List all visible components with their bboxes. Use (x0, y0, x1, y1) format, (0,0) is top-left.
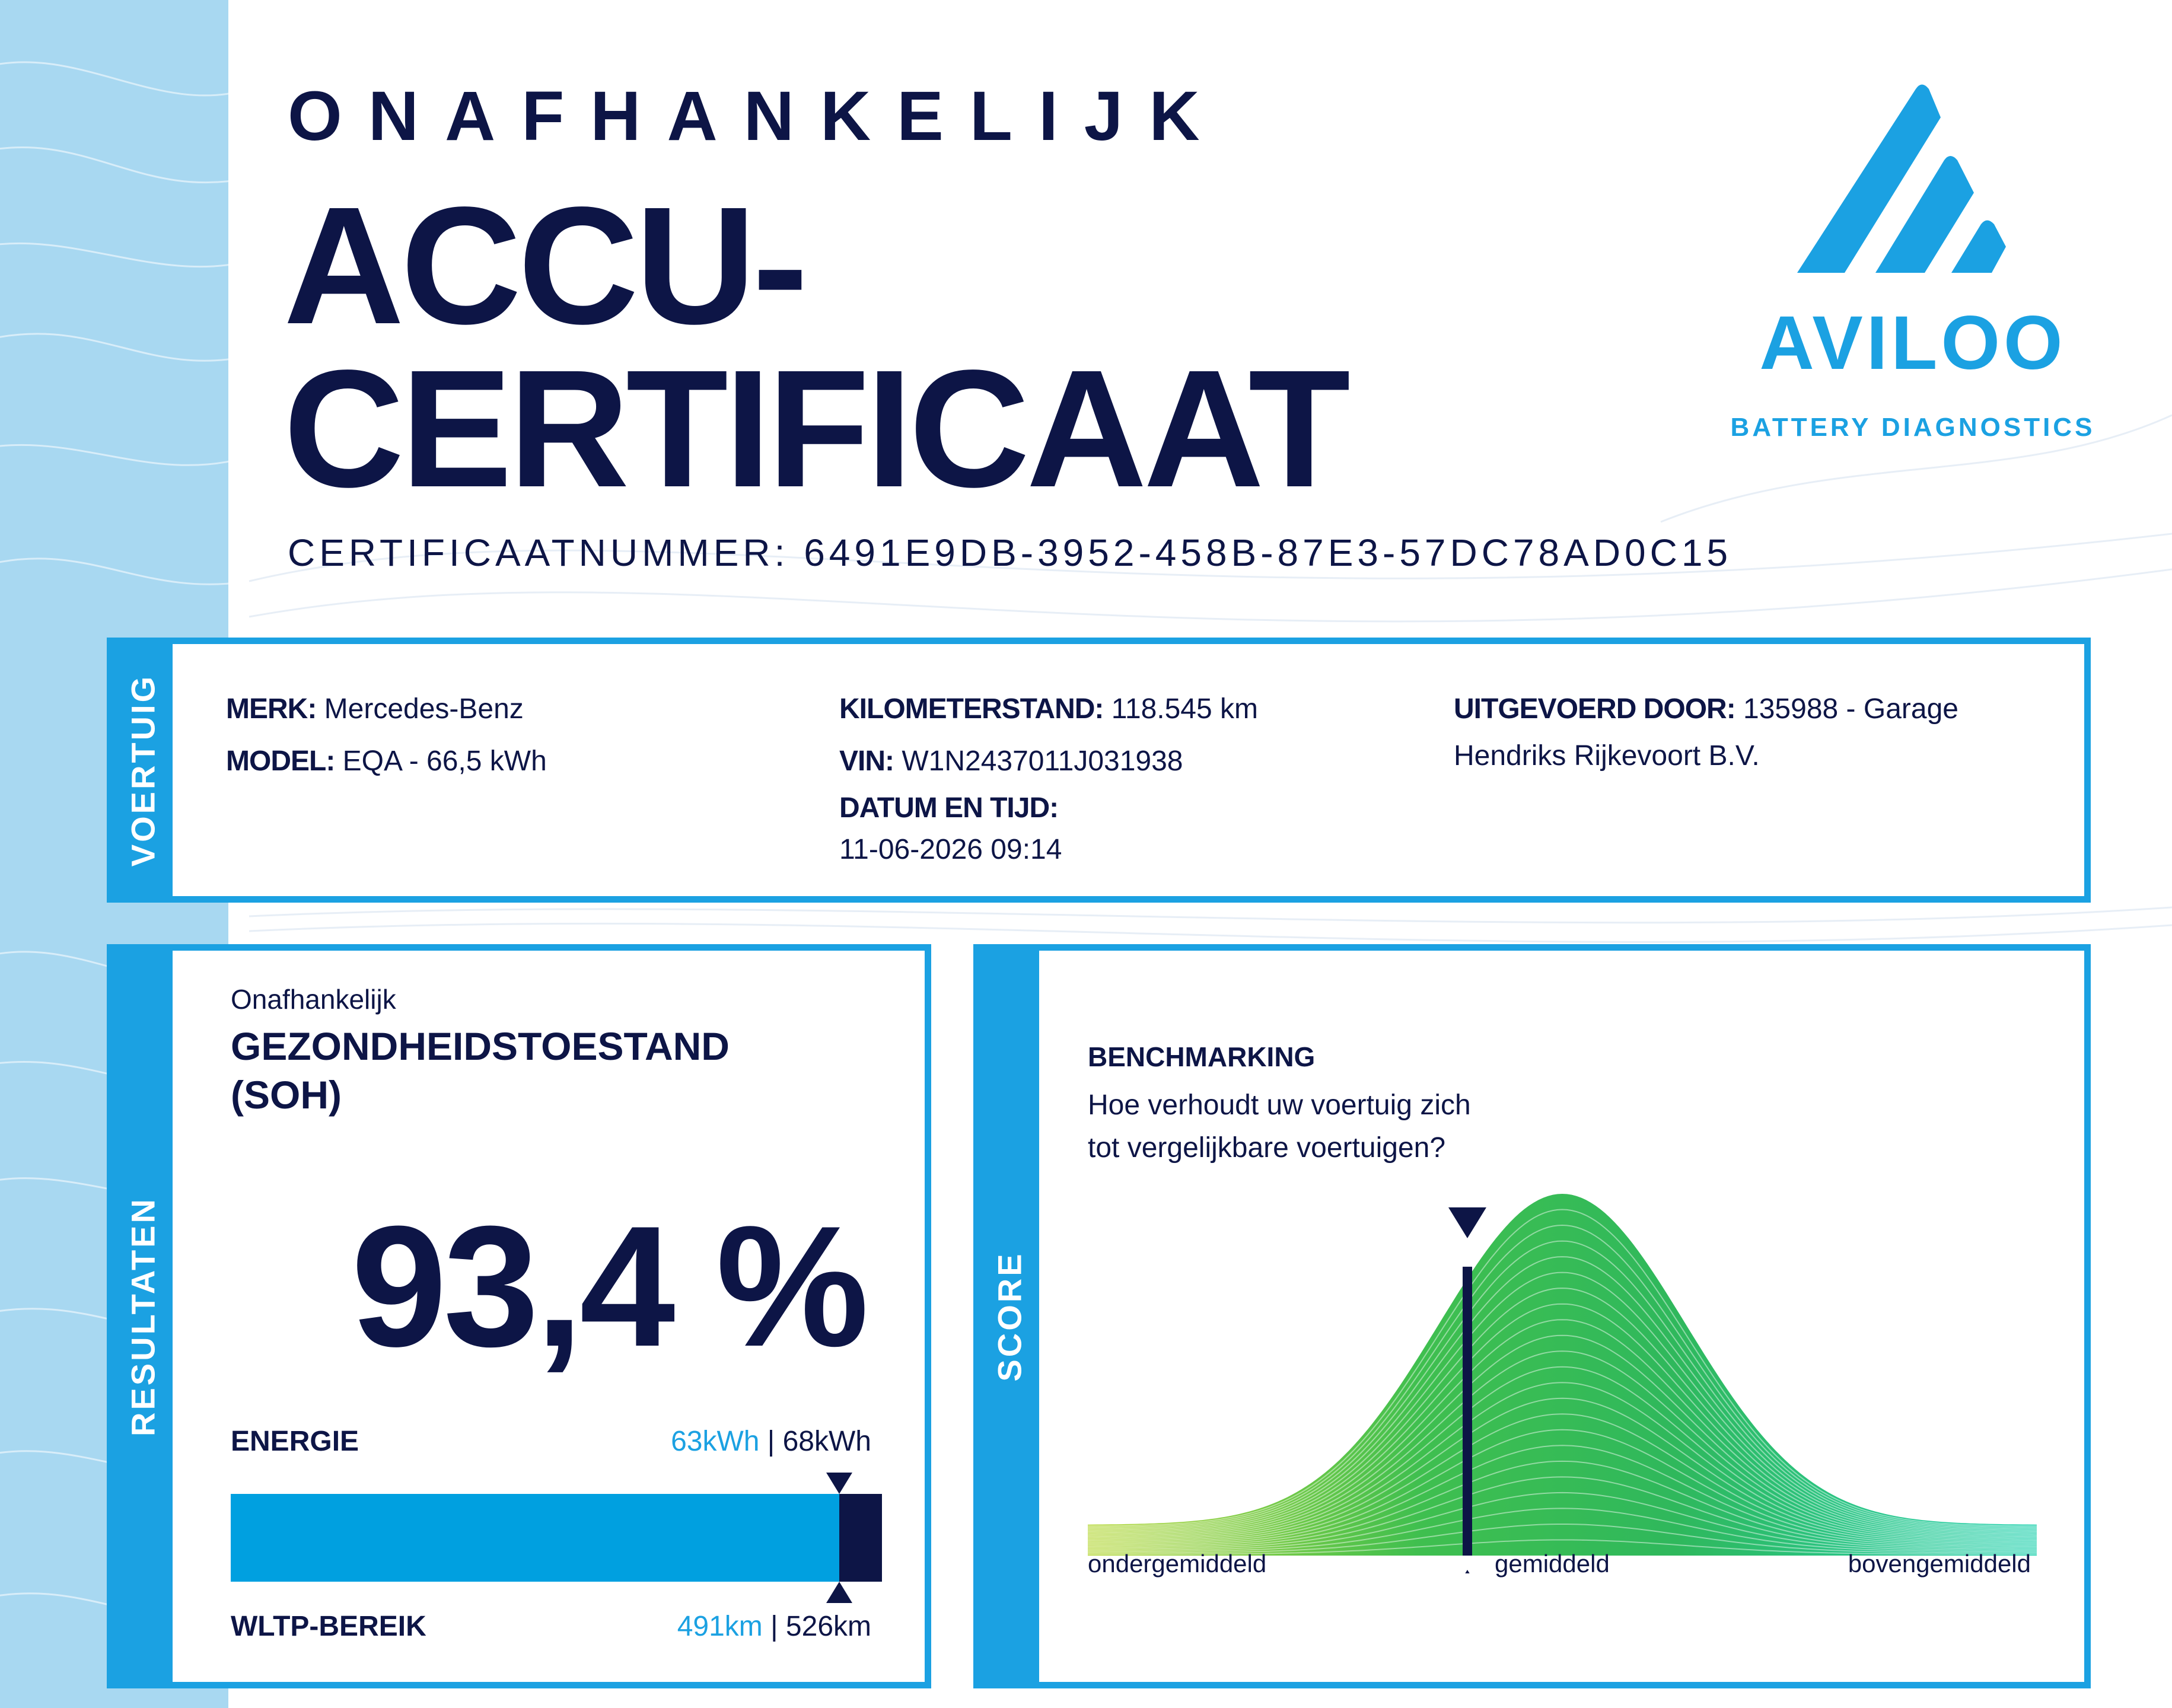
results-subtitle: Onafhankelijk (231, 984, 396, 1015)
range-label: WLTP-BEREIK (231, 1611, 426, 1642)
eyebrow-title: ONAFHANKELIJK (288, 77, 1226, 155)
title-line-2: CERTIFICAAT (284, 335, 1347, 522)
logo-wordmark: AVILOO (1759, 301, 2066, 385)
results-panel (107, 944, 931, 1688)
title-line-1: ACCU- (284, 172, 805, 359)
performed-label: UITGEVOERD DOOR: (1454, 693, 1735, 725)
range-values (677, 1610, 871, 1643)
benchmark-heading: BENCHMARKING (1088, 1041, 1316, 1072)
model-label: MODEL: (226, 745, 335, 777)
energy-separator: | (759, 1426, 783, 1457)
vin-label: VIN: (839, 745, 894, 777)
datetime-label-row (839, 788, 1258, 829)
energy-nominal: 68kWh (782, 1426, 871, 1457)
odometer-value: 118.545 km (1111, 693, 1259, 725)
score-panel (973, 944, 2091, 1688)
logo-tagline: BATTERY DIAGNOSTICS (1730, 413, 2095, 442)
page-title (284, 172, 1347, 522)
certificate-number-line (288, 531, 1732, 575)
soh-bar (231, 1494, 882, 1582)
vin-value: W1N2437011J031938 (902, 745, 1183, 777)
axis-label-below-average: ondergemiddeld (1088, 1550, 1267, 1578)
soh-heading-line-2: (SOH) (231, 1073, 342, 1117)
make-row (226, 683, 547, 735)
vehicle-column-1 (226, 683, 547, 788)
vehicle-column-2 (839, 683, 1258, 871)
results-tab-label: RESULTATEN (124, 1196, 162, 1436)
make-label: MERK: (226, 693, 317, 725)
datetime-label: DATUM EN TIJD: (839, 792, 1059, 824)
vehicle-panel (107, 638, 2091, 903)
energy-values (671, 1425, 871, 1458)
datetime-value: 11-06-2026 09:14 (839, 834, 1062, 865)
range-separator: | (762, 1611, 786, 1642)
performed-row (1454, 683, 1958, 735)
soh-value: 93,4 % (351, 1190, 865, 1382)
axis-label-above-average: bovengemiddeld (1848, 1550, 2031, 1578)
benchmark-curve (1088, 1111, 2037, 1573)
vehicle-tab-label: VOERTUIG (124, 674, 162, 866)
performed-value-line-2: Hendriks Rijkevoort B.V. (1454, 740, 1760, 772)
soh-marker-bottom-icon (826, 1582, 852, 1603)
aviloo-logo (1720, 71, 2106, 451)
benchmark-marker-line (1463, 1267, 1472, 1556)
vehicle-tab (113, 644, 173, 896)
benchmark-marker-top-icon (1448, 1207, 1486, 1238)
results-tab (113, 951, 173, 1682)
benchmark-question: Hoe verhoudt uw voertuig zich tot vergelijkbare voertuigen? (1088, 1089, 1471, 1164)
vin-row (839, 735, 1258, 788)
odometer-row (839, 683, 1258, 735)
certificate-label: CERTIFICAATNUMMER: (288, 531, 789, 574)
odometer-label: KILOMETERSTAND: (839, 693, 1104, 725)
model-value: EQA - 66,5 kWh (342, 745, 547, 777)
axis-label-average: gemiddeld (1495, 1550, 1610, 1578)
benchmark-marker-bottom-icon (1448, 1570, 1486, 1573)
soh-bar-fill (231, 1494, 839, 1582)
soh-marker-top-icon (826, 1473, 852, 1494)
score-tab (980, 951, 1039, 1682)
certificate-number: 6491E9DB-3952-458B-87E3-57DC78AD0C15 (804, 531, 1732, 574)
soh-heading-line-1: GEZONDHEIDSTOESTAND (231, 1024, 730, 1068)
range-current: 491km (677, 1611, 763, 1642)
score-tab-label: SCORE (991, 1251, 1028, 1382)
range-nominal: 526km (785, 1611, 871, 1642)
vehicle-column-3 (1454, 683, 1958, 777)
make-value: Mercedes-Benz (324, 693, 524, 725)
energy-current: 63kWh (671, 1426, 760, 1457)
bell-curve-area (1088, 1194, 2037, 1556)
soh-heading (231, 1022, 730, 1119)
energy-label: ENERGIE (231, 1426, 359, 1457)
model-row (226, 735, 547, 788)
performed-value-line-1: 135988 - Garage (1743, 693, 1958, 725)
